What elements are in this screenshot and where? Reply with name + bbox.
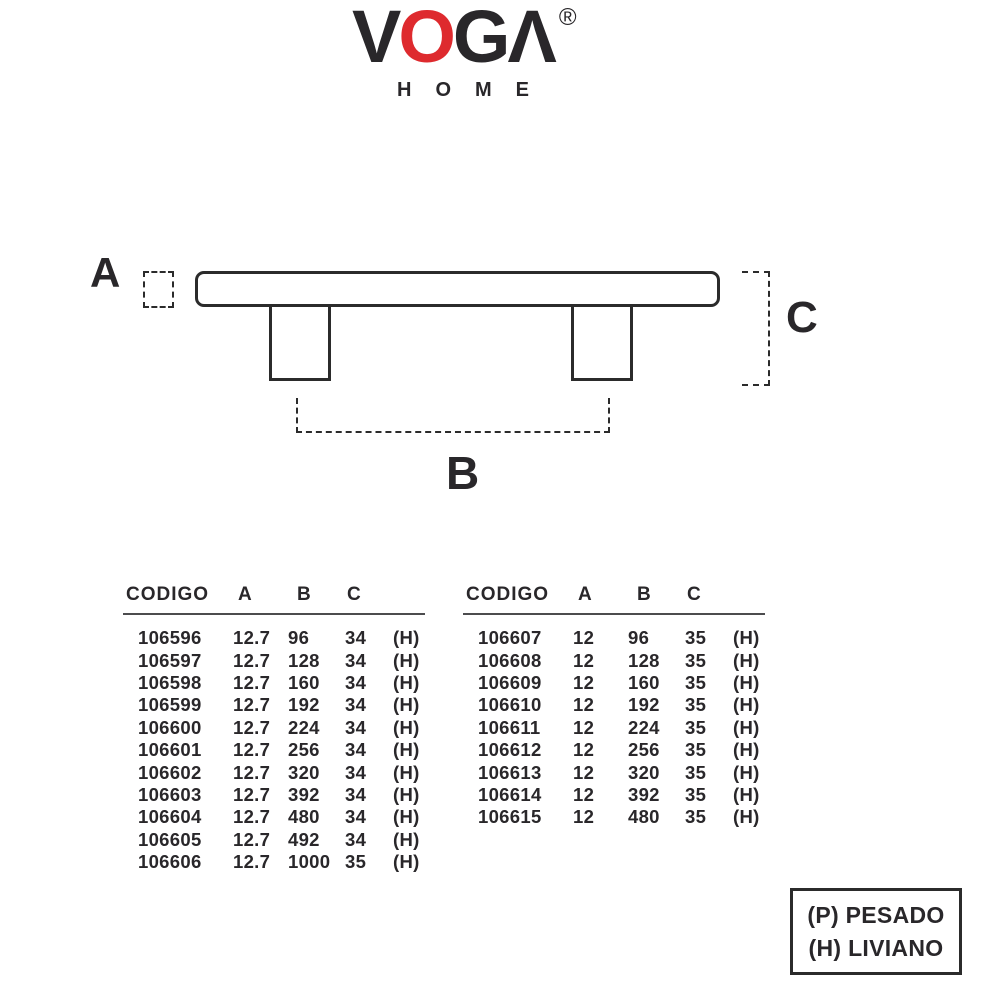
legend-liviano: (H) LIVIANO <box>808 935 944 961</box>
weight-cell: (H) <box>733 739 760 761</box>
codigo-cell: 106608 <box>478 649 542 671</box>
weight-cell: (H) <box>733 649 760 671</box>
codigo-cell: 106610 <box>478 694 542 716</box>
codigo-cell: 106603 <box>138 783 202 805</box>
table-row <box>123 739 425 761</box>
table-row <box>463 806 765 828</box>
c-cell: 35 <box>685 716 707 738</box>
c-cell: 34 <box>345 649 367 671</box>
b-cell: 320 <box>288 761 320 783</box>
codigo-cell: 106602 <box>138 761 202 783</box>
dim-a-bracket <box>143 271 174 308</box>
table-row <box>123 672 425 694</box>
legend-pesado: (P) PESADO <box>807 902 945 928</box>
table-body <box>123 627 425 873</box>
c-cell: 35 <box>685 739 707 761</box>
weight-cell: (H) <box>733 783 760 805</box>
codigo-cell: 106609 <box>478 671 542 693</box>
c-cell: 35 <box>685 627 707 649</box>
column-header-b: B <box>297 584 312 605</box>
b-cell: 320 <box>628 761 660 783</box>
table-body <box>463 627 765 829</box>
logo-letter-a: Λ <box>507 0 554 78</box>
table-row <box>463 694 765 716</box>
a-cell: 12.7 <box>233 828 271 850</box>
column-header-codigo: CODIGO <box>126 584 210 605</box>
b-cell: 480 <box>628 806 660 828</box>
b-cell: 96 <box>288 627 310 649</box>
logo-letter-o: O <box>398 0 453 78</box>
c-cell: 34 <box>345 716 367 738</box>
weight-cell: (H) <box>393 716 420 738</box>
table-header-row <box>123 584 425 615</box>
weight-legend <box>790 888 962 975</box>
weight-cell: (H) <box>733 761 760 783</box>
a-cell: 12.7 <box>233 716 271 738</box>
dim-c-bracket <box>742 271 770 386</box>
table-row <box>463 761 765 783</box>
c-cell: 35 <box>685 671 707 693</box>
table-row <box>123 694 425 716</box>
a-cell: 12.7 <box>233 739 271 761</box>
c-cell: 35 <box>685 649 707 671</box>
weight-cell: (H) <box>733 806 760 828</box>
c-cell: 35 <box>685 783 707 805</box>
c-cell: 34 <box>345 828 367 850</box>
b-cell: 96 <box>628 627 650 649</box>
handle-post-left <box>269 306 331 381</box>
registered-trademark-icon: ® <box>558 4 577 31</box>
table-row <box>123 761 425 783</box>
dim-label-b: B <box>446 447 480 499</box>
table-row <box>123 649 425 671</box>
weight-cell: (H) <box>393 806 420 828</box>
b-cell: 392 <box>288 783 320 805</box>
spec-table-left <box>123 584 425 873</box>
weight-cell: (H) <box>733 716 760 738</box>
a-cell: 12 <box>573 739 595 761</box>
weight-cell: (H) <box>393 739 420 761</box>
column-header-codigo: CODIGO <box>466 584 550 605</box>
b-cell: 128 <box>628 649 660 671</box>
weight-cell: (H) <box>393 671 420 693</box>
a-cell: 12.7 <box>233 694 271 716</box>
dim-label-a: A <box>90 249 121 296</box>
codigo-cell: 106606 <box>138 851 202 873</box>
codigo-cell: 106605 <box>138 828 202 850</box>
codigo-cell: 106596 <box>138 627 202 649</box>
column-header-c: C <box>687 584 702 605</box>
weight-cell: (H) <box>733 627 760 649</box>
table-row <box>123 717 425 739</box>
codigo-cell: 106614 <box>478 783 542 805</box>
b-cell: 160 <box>288 671 320 693</box>
logo-letter-v: V <box>352 0 399 78</box>
table-header-row <box>463 584 765 615</box>
c-cell: 34 <box>345 806 367 828</box>
table-row <box>123 829 425 851</box>
a-cell: 12.7 <box>233 806 271 828</box>
b-cell: 480 <box>288 806 320 828</box>
dim-b-bracket <box>296 398 610 433</box>
a-cell: 12 <box>573 649 595 671</box>
a-cell: 12.7 <box>233 627 271 649</box>
table-row <box>123 851 425 873</box>
column-header-a: A <box>238 584 253 605</box>
b-cell: 256 <box>628 739 660 761</box>
weight-cell: (H) <box>393 627 420 649</box>
codigo-cell: 106613 <box>478 761 542 783</box>
table-row <box>463 739 765 761</box>
table-row <box>463 717 765 739</box>
b-cell: 392 <box>628 783 660 805</box>
c-cell: 35 <box>345 851 367 873</box>
a-cell: 12 <box>573 783 595 805</box>
dim-label-c: C <box>786 293 818 342</box>
b-cell: 224 <box>628 716 660 738</box>
a-cell: 12 <box>573 806 595 828</box>
c-cell: 34 <box>345 783 367 805</box>
table-row <box>123 806 425 828</box>
b-cell: 256 <box>288 739 320 761</box>
weight-cell: (H) <box>393 783 420 805</box>
codigo-cell: 106607 <box>478 627 542 649</box>
weight-cell: (H) <box>733 671 760 693</box>
b-cell: 492 <box>288 828 320 850</box>
codigo-cell: 106599 <box>138 694 202 716</box>
weight-cell: (H) <box>733 694 760 716</box>
codigo-cell: 106611 <box>478 716 541 738</box>
table-row <box>463 784 765 806</box>
b-cell: 192 <box>628 694 660 716</box>
column-header-a: A <box>578 584 593 605</box>
b-cell: 1000 <box>288 851 331 873</box>
codigo-cell: 106604 <box>138 806 202 828</box>
a-cell: 12.7 <box>233 851 271 873</box>
a-cell: 12.7 <box>233 761 271 783</box>
a-cell: 12 <box>573 761 595 783</box>
a-cell: 12 <box>573 627 595 649</box>
handle-bar-shape <box>195 271 720 307</box>
table-row <box>123 784 425 806</box>
c-cell: 35 <box>685 806 707 828</box>
codigo-cell: 106601 <box>138 739 202 761</box>
weight-cell: (H) <box>393 761 420 783</box>
b-cell: 128 <box>288 649 320 671</box>
brand-logo <box>352 0 577 78</box>
a-cell: 12.7 <box>233 671 271 693</box>
codigo-cell: 106612 <box>478 739 542 761</box>
c-cell: 34 <box>345 694 367 716</box>
codigo-cell: 106600 <box>138 716 202 738</box>
table-row <box>463 649 765 671</box>
weight-cell: (H) <box>393 828 420 850</box>
spec-table-right <box>463 584 765 829</box>
weight-cell: (H) <box>393 694 420 716</box>
table-row <box>463 627 765 649</box>
a-cell: 12.7 <box>233 783 271 805</box>
brand-subtitle: HOME <box>397 79 553 101</box>
weight-cell: (H) <box>393 649 420 671</box>
a-cell: 12 <box>573 694 595 716</box>
b-cell: 224 <box>288 716 320 738</box>
b-cell: 192 <box>288 694 320 716</box>
a-cell: 12.7 <box>233 649 271 671</box>
table-row <box>463 672 765 694</box>
c-cell: 35 <box>685 694 707 716</box>
logo-letter-g: G <box>452 0 508 78</box>
c-cell: 34 <box>345 739 367 761</box>
a-cell: 12 <box>573 716 595 738</box>
table-row <box>123 627 425 649</box>
codigo-cell: 106597 <box>138 649 202 671</box>
c-cell: 34 <box>345 671 367 693</box>
handle-post-right <box>571 306 633 381</box>
codigo-cell: 106615 <box>478 806 542 828</box>
column-header-c: C <box>347 584 362 605</box>
codigo-cell: 106598 <box>138 671 202 693</box>
a-cell: 12 <box>573 671 595 693</box>
c-cell: 34 <box>345 627 367 649</box>
c-cell: 35 <box>685 761 707 783</box>
b-cell: 160 <box>628 671 660 693</box>
column-header-b: B <box>637 584 652 605</box>
c-cell: 34 <box>345 761 367 783</box>
weight-cell: (H) <box>393 851 420 873</box>
